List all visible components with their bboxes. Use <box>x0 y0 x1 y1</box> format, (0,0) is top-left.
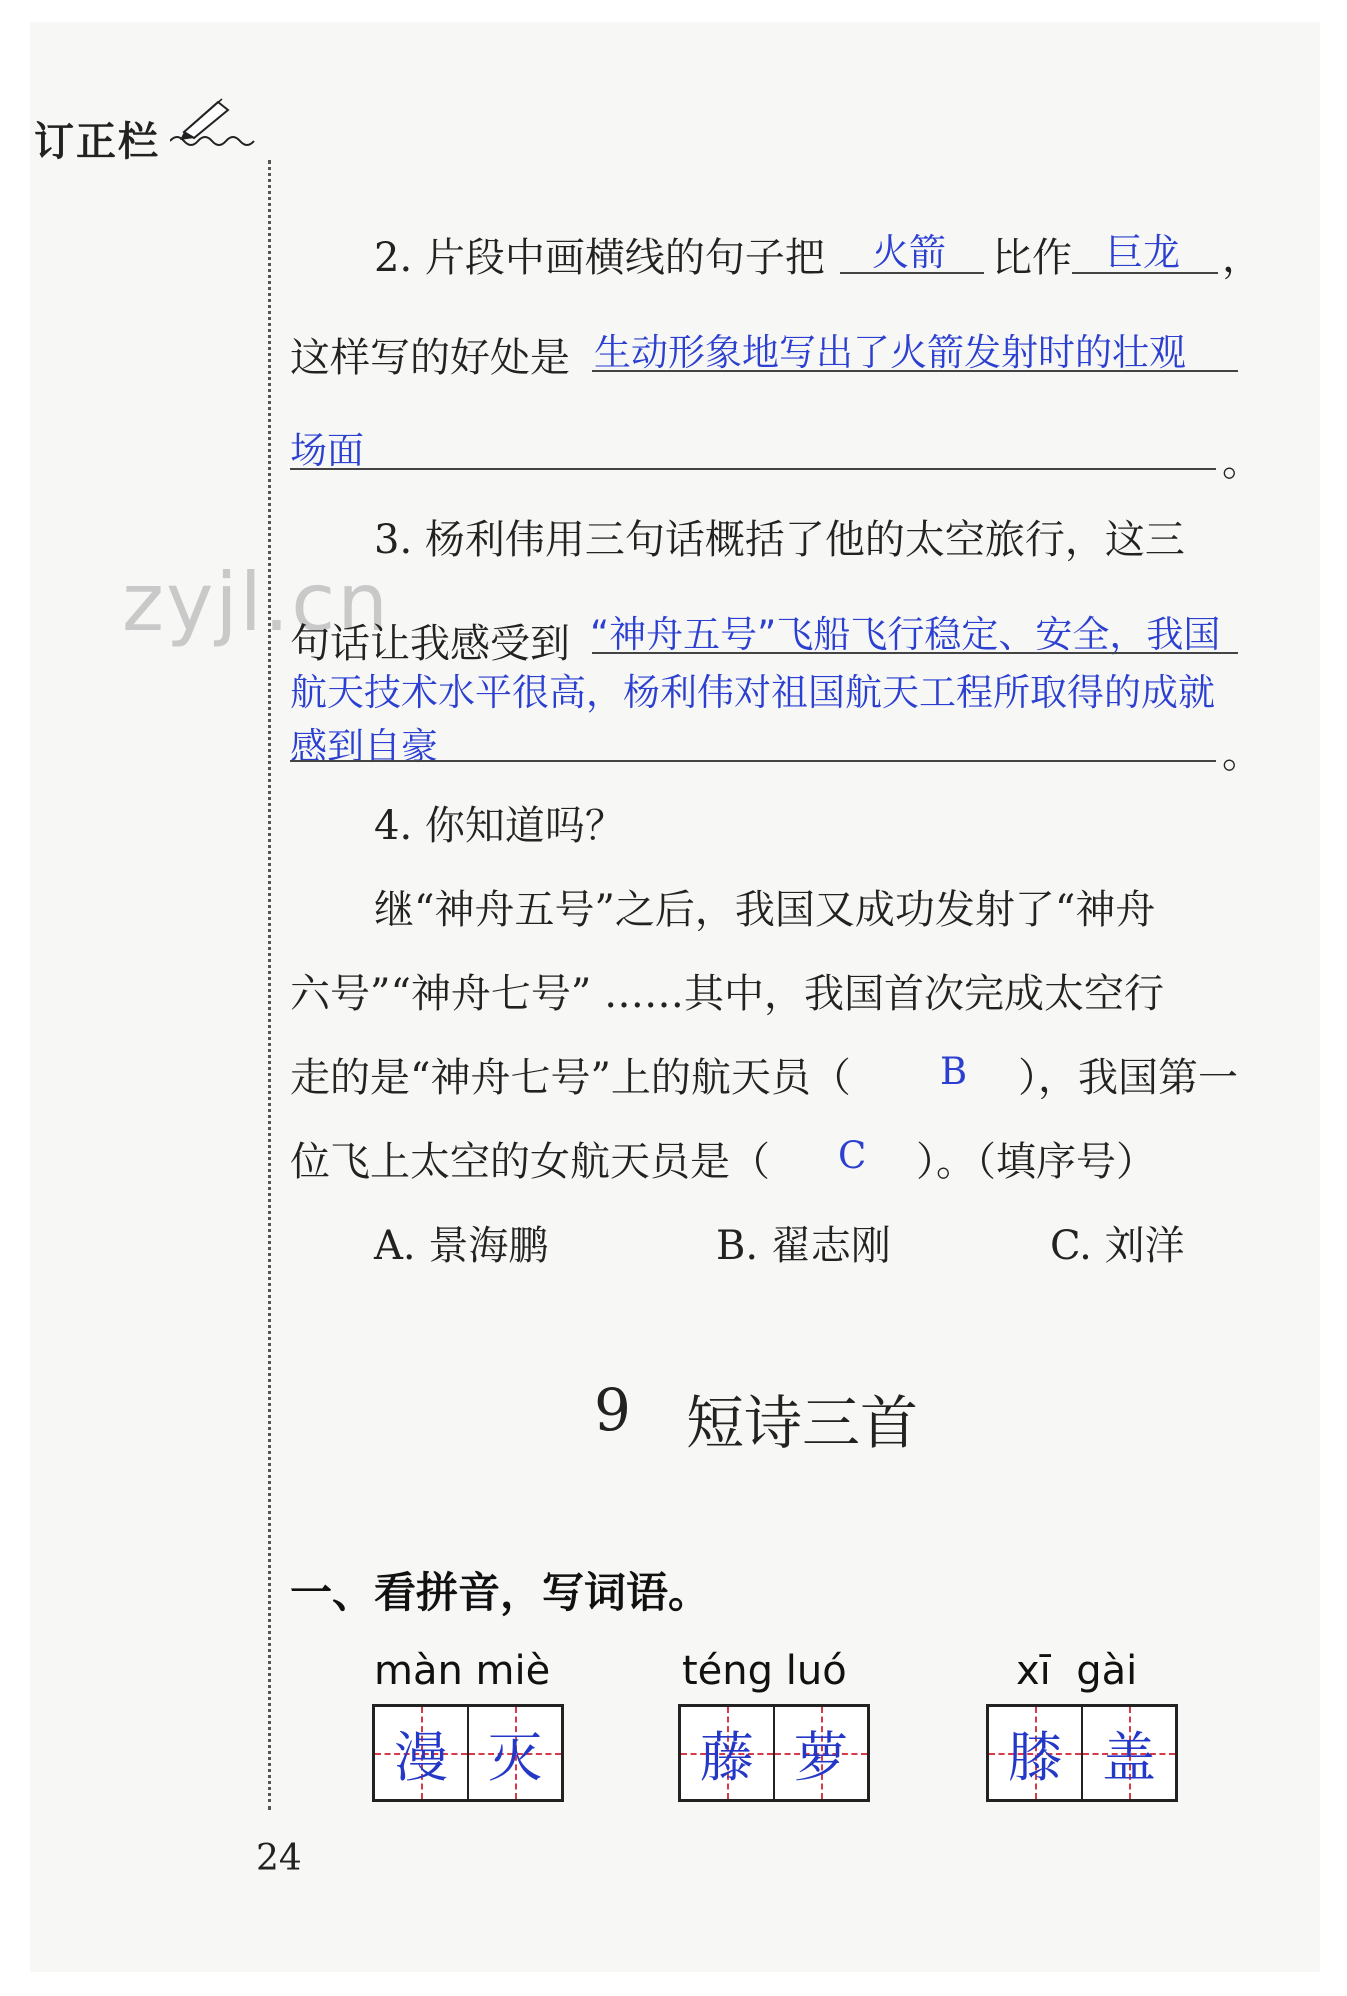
q3-line2-prefix: 句话让我感受到 <box>290 621 570 667</box>
word2-char2-cell <box>773 1707 867 1799</box>
word2-char1-cell <box>681 1707 773 1799</box>
q3-end-mark: 。 <box>1222 731 1262 777</box>
q4-option-a: A. 景海鹏 <box>374 1223 549 1269</box>
q4-paragraph-line3b: ），我国第一 <box>1018 1055 1238 1101</box>
q3-answer-underline2 <box>290 760 1216 762</box>
q2-comma: ， <box>1222 235 1262 281</box>
margin-dotted-line <box>268 160 271 1810</box>
word2-writing-grid <box>678 1704 870 1802</box>
q2-answer-underline2 <box>290 468 1216 470</box>
q3-answer-underline1 <box>592 652 1238 654</box>
q2-middle: 比作 <box>992 235 1072 281</box>
word3-writing-grid <box>986 1704 1178 1802</box>
q4-paragraph-line4a: 位飞上太空的女航天员是（ <box>290 1139 770 1185</box>
word1-char1-cell <box>375 1707 467 1799</box>
q4-answer-c: C <box>838 1134 867 1177</box>
q2-answer-1: 火箭 <box>872 231 946 274</box>
word3-char2: 盖 <box>1102 1725 1156 1789</box>
q4-paragraph-line2: 六号”“神舟七号” ……其中，我国首次完成太空行 <box>290 971 1165 1017</box>
q2-benefit-answer-line1: 生动形象地写出了火箭发射时的壮观 <box>594 331 1186 374</box>
watermark: zyjl.cn <box>122 556 390 649</box>
q3-answer-line3: 感到自豪 <box>290 725 438 768</box>
word3-char1: 膝 <box>1008 1725 1062 1789</box>
q3-line1: 3. 杨利伟用三句话概括了他的太空旅行，这三 <box>374 517 1185 563</box>
q4-option-c: C. 刘洋 <box>1050 1223 1185 1269</box>
lesson-title: 短诗三首 <box>686 1389 919 1457</box>
q2-line2-prefix: 这样写的好处是 <box>290 335 570 381</box>
q2-answer-2: 巨龙 <box>1106 231 1180 274</box>
word2-char1: 藤 <box>700 1725 754 1789</box>
q3-answer-line2: 航天技术水平很高，杨利伟对祖国航天工程所取得的成就 <box>290 671 1215 714</box>
q4-option-b: B. 翟志刚 <box>716 1223 891 1269</box>
lesson-number: 9 <box>594 1376 631 1444</box>
word3-pinyin: xī gài <box>1016 1648 1138 1694</box>
word3-char2-cell <box>1081 1707 1175 1799</box>
word1-writing-grid <box>372 1704 564 1802</box>
word1-char1: 漫 <box>394 1725 448 1789</box>
q2-end-mark: 。 <box>1222 439 1262 485</box>
q2-prefix: 2. 片段中画横线的句子把 <box>374 235 825 281</box>
word2-char2: 萝 <box>794 1725 848 1789</box>
section-heading: 一、看拼音，写词语。 <box>290 1568 711 1617</box>
wave-decoration <box>170 132 260 150</box>
word3-char1-cell <box>989 1707 1081 1799</box>
word1-char2-cell <box>467 1707 561 1799</box>
correction-column-title: 订正栏 <box>34 119 160 165</box>
q4-title: 4. 你知道吗？ <box>374 803 625 849</box>
page-number: 24 <box>256 1838 302 1879</box>
q2-benefit-answer-line2: 场面 <box>290 429 364 472</box>
q2-answer-underline1 <box>592 370 1238 372</box>
word1-char2: 灭 <box>488 1725 542 1789</box>
q3-answer-line1: “神舟五号”飞船飞行稳定、安全，我国 <box>590 613 1221 656</box>
word1-pinyin: màn miè <box>374 1648 551 1694</box>
q4-paragraph-line3a: 走的是“神舟七号”上的航天员（ <box>290 1055 851 1101</box>
q4-paragraph-line1: 继“神舟五号”之后，我国又成功发射了“神舟 <box>374 887 1156 933</box>
word2-pinyin: téng luó <box>682 1648 847 1694</box>
q4-paragraph-line4b: ）。（填序号） <box>916 1139 1156 1185</box>
q4-answer-b: B <box>940 1050 968 1093</box>
